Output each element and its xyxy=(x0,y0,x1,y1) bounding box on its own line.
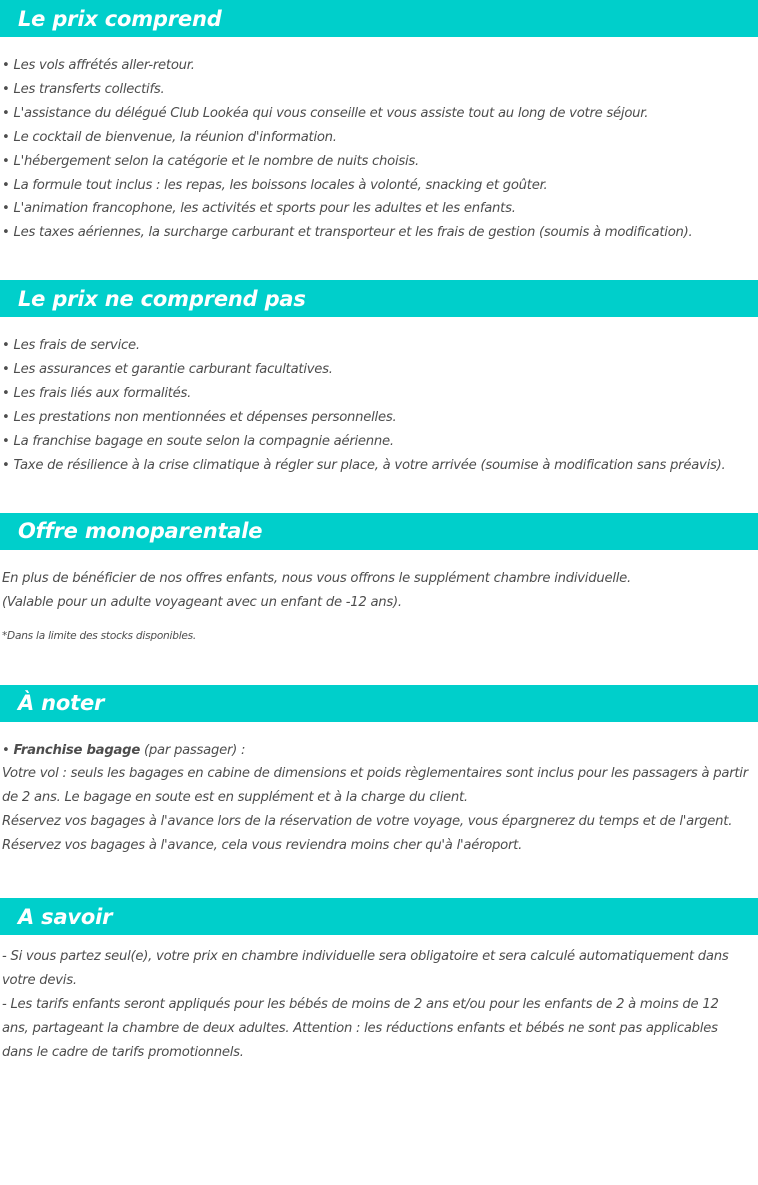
section-body-offre-monoparentale xyxy=(0,567,758,645)
list-item xyxy=(2,430,748,454)
list-item-text: L'animation francophone, les activités et sports pour les adultes et les enfants. xyxy=(13,201,516,217)
section-header-le-prix-ne-comprend-pas xyxy=(0,280,758,317)
list-item-text: La franchise bagage en soute selon la compagnie aérienne. xyxy=(13,433,394,449)
list-item-text: Les frais liés aux formalités. xyxy=(13,386,192,402)
spacer xyxy=(0,245,758,280)
list-item xyxy=(2,454,748,478)
section-title: À noter xyxy=(18,691,105,715)
list-item xyxy=(2,174,748,198)
list-item xyxy=(2,126,748,150)
list-item xyxy=(2,54,748,78)
bullet-icon: • xyxy=(2,201,10,217)
spacer xyxy=(0,645,758,685)
paragraph: - Les tarifs enfants seront appliqués pour les bébés de moins de 2 ans et/ou pour les enfants de 2 à moins de 12 ans, partageant la chambre de deux adultes. Attention : les réductions enfants et bébés ne sont pas applicables dans le cadre de tarifs promotionnels. xyxy=(2,996,719,1060)
paragraph: Votre vol : seuls les bagages en cabine de dimensions et poids règlementaires sont inclus pour les passagers à partir de 2 ans. Le bagage en soute est en supplément et à la charge du client. xyxy=(2,766,748,806)
bullet-icon: • xyxy=(2,81,10,97)
spacer xyxy=(0,478,758,513)
section-header-offre-monoparentale xyxy=(0,513,758,550)
list-item-text: Les transferts collectifs. xyxy=(13,81,165,97)
section-title: Le prix comprend xyxy=(18,6,222,31)
list-item-text: Les assurances et garantie carburant facultatives. xyxy=(13,362,333,378)
paragraph-line: (Valable pour un adulte voyageant avec un enfant de -12 ans). xyxy=(2,594,402,610)
paragraph-line: En plus de bénéficier de nos offres enfants, nous vous offrons le supplément chambre individuelle. xyxy=(2,570,631,586)
bullet-icon: • xyxy=(2,433,10,449)
list-item-text: Les frais de service. xyxy=(13,338,140,354)
bullet-icon: • xyxy=(2,105,10,121)
list-item xyxy=(2,334,748,358)
spacer xyxy=(2,615,748,627)
spacer xyxy=(0,317,758,334)
spacer xyxy=(0,37,758,54)
footnote: *Dans la limite des stocks disponibles. xyxy=(2,629,197,642)
list-item xyxy=(2,197,748,221)
list-item-text: Les taxes aériennes, la surcharge carburant et transporteur et les frais de gestion (soumis à modification). xyxy=(13,225,693,241)
bullet-icon: • xyxy=(2,362,10,378)
list-item xyxy=(2,382,748,406)
section-body-le-prix-ne-comprend-pas xyxy=(0,334,758,477)
bullet-icon: • xyxy=(2,338,10,354)
section-body-le-prix-comprend xyxy=(0,54,758,245)
bullet-icon: • xyxy=(2,742,10,758)
spacer xyxy=(0,722,758,739)
list-item-text: Les vols affrétés aller-retour. xyxy=(13,58,195,73)
bullet-heading-bold: Franchise bagage xyxy=(13,742,141,758)
section-title: Offre monoparentale xyxy=(18,519,263,544)
bullet-icon: • xyxy=(2,409,10,425)
bullet-icon: • xyxy=(2,153,10,169)
section-header-a-savoir xyxy=(0,898,758,935)
list-item-text: Taxe de résilience à la crise climatique à régler sur place, à votre arrivée (soumise à modification sans préavis). xyxy=(13,457,726,473)
bullet-icon: • xyxy=(2,58,10,73)
section-title: A savoir xyxy=(18,904,113,929)
list-item xyxy=(2,739,748,763)
spacer xyxy=(0,550,758,567)
bullet-icon: • xyxy=(2,225,10,241)
paragraph-line: Réservez vos bagages à l'avance lors de la réservation de votre voyage, vous épargnerez du temps et de l'argent. xyxy=(2,814,733,830)
paragraph: - Si vous partez seul(e), votre prix en chambre individuelle sera obligatoire et sera calculé automatiquement dans votre devis. xyxy=(2,949,729,988)
section-body-a-savoir xyxy=(0,945,758,1065)
list-item xyxy=(2,102,748,126)
list-item xyxy=(2,150,748,174)
list-item xyxy=(2,406,748,430)
bullet-icon: • xyxy=(2,129,10,145)
bullet-heading-rest: (par passager) : xyxy=(140,742,246,758)
section-body-a-noter xyxy=(0,739,758,859)
section-header-a-noter xyxy=(0,685,758,722)
list-item-text: L'hébergement selon la catégorie et le nombre de nuits choisis. xyxy=(13,153,419,169)
section-title: Le prix ne comprend pas xyxy=(18,286,306,311)
spacer xyxy=(0,935,758,945)
list-item xyxy=(2,358,748,382)
list-item xyxy=(2,221,748,245)
section-header-le-prix-comprend xyxy=(0,0,758,37)
list-item-text: La formule tout inclus : les repas, les boissons locales à volonté, snacking et goûter. xyxy=(13,177,548,193)
list-item-text: Les prestations non mentionnées et dépenses personnelles. xyxy=(13,409,397,425)
list-item-text: L'assistance du délégué Club Lookéa qui vous conseille et vous assiste tout au long de votre séjour. xyxy=(13,105,649,121)
bullet-icon: • xyxy=(2,386,10,402)
spacer xyxy=(0,858,758,898)
paragraph-line: Réservez vos bagages à l'avance, cela vous reviendra moins cher qu'à l'aéroport. xyxy=(2,838,523,854)
list-item-text: Le cocktail de bienvenue, la réunion d'information. xyxy=(13,129,337,145)
bullet-icon: • xyxy=(2,177,10,193)
list-item xyxy=(2,78,748,102)
bullet-icon: • xyxy=(2,457,10,473)
